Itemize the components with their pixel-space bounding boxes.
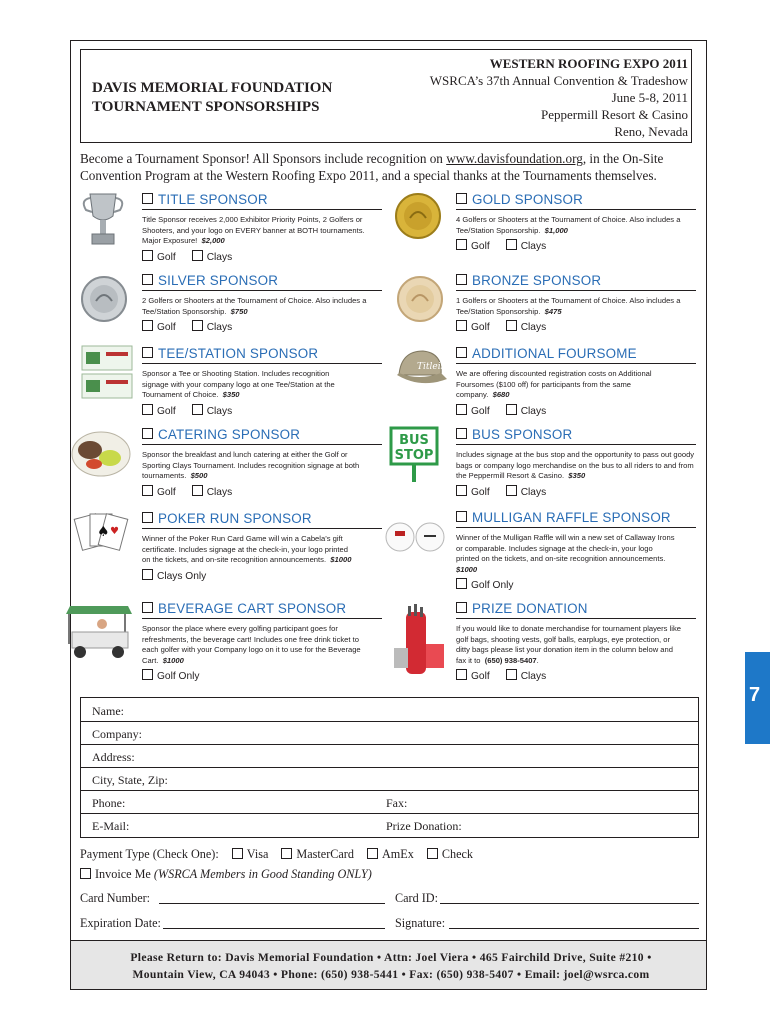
- event-subtitle: WSRCA’s 37th Annual Convention & Tradeshow: [429, 73, 688, 88]
- visa-label: Visa: [246, 847, 269, 861]
- description-text: Includes signage at the bus stop and the opportunity to pass out goody bags or company logo merchandise on the bus to all riders to and from the Peppermill Resort & Casino.: [456, 450, 695, 481]
- option-label: Golf: [471, 405, 490, 417]
- event-city: Reno, Nevada: [614, 124, 688, 139]
- checkbox[interactable]: [142, 512, 153, 523]
- address-label: Address:: [92, 750, 135, 764]
- sponsor-description: [456, 369, 666, 401]
- option-label: Clays: [206, 486, 233, 498]
- gold-sponsor-option[interactable]: [456, 192, 696, 210]
- amex-checkbox[interactable]: [367, 848, 378, 859]
- sponsor-description: [456, 450, 696, 482]
- name-label: Name:: [92, 704, 124, 718]
- beverage-cart-icon: [62, 604, 136, 662]
- prize-golf-bag-icon: [392, 604, 448, 682]
- foundation-link[interactable]: www.davisfoundation.org: [446, 151, 583, 166]
- sponsor-options: [456, 669, 696, 682]
- silver-sponsor-card: [142, 273, 382, 333]
- company-field[interactable]: [81, 721, 698, 745]
- checkbox[interactable]: [506, 669, 517, 680]
- checkbox[interactable]: [142, 428, 153, 439]
- svg-text:Titleist: Titleist: [417, 362, 449, 372]
- event-venue: Peppermill Resort & Casino: [541, 107, 688, 122]
- price: $500: [190, 471, 208, 481]
- option-label: Clays: [520, 671, 547, 683]
- sponsor-description: If you would like to donate merchandise for tournament players like golf bags, shooting vests, golf balls, earplugs, eye protection, or ditty bags please list your donation item in the column below and fax it to (650) 938-5407.: [456, 624, 681, 665]
- company-label: Company:: [92, 727, 142, 741]
- price: $2,000: [201, 236, 225, 246]
- description-text: Sponsor a Tee or Shooting Station. Includes recognition signage with your company logo at one Tee/Station at the Tournament of Choice.: [142, 369, 335, 400]
- sponsor-options: [456, 404, 696, 417]
- sponsor-description: [456, 215, 696, 236]
- clays-option[interactable]: [506, 322, 546, 333]
- poker-run-sponsor-option[interactable]: [142, 511, 382, 529]
- checkbox[interactable]: [506, 320, 517, 331]
- catering-sponsor-option[interactable]: [142, 427, 382, 445]
- golf-only-option[interactable]: [142, 671, 199, 682]
- option-label: Clays: [520, 405, 547, 417]
- checkbox[interactable]: [142, 193, 153, 204]
- price: $1000: [162, 655, 184, 665]
- description-text: Sponsor the breakfast and lunch catering at either the Golf or Sporting Clays Tournament. Includes recognition signage at both tournaments.: [142, 450, 360, 481]
- trophy-icon: [78, 190, 128, 250]
- sponsor-description: [142, 369, 352, 401]
- card-number-label: Card Number:: [80, 891, 151, 905]
- sponsor-title: BUS SPONSOR: [472, 427, 573, 442]
- checkbox[interactable]: [456, 511, 467, 522]
- sponsor-title: BRONZE SPONSOR: [472, 273, 602, 288]
- checkbox[interactable]: [506, 239, 517, 250]
- clays-option[interactable]: [192, 322, 232, 333]
- golf-balls-icon: [384, 520, 446, 554]
- checkbox[interactable]: [142, 320, 153, 331]
- invoice-row: [70, 867, 372, 882]
- sponsorship-title: [92, 79, 332, 117]
- beverage-cart-sponsor-option[interactable]: [142, 601, 382, 619]
- sponsor-description: [142, 296, 382, 317]
- card-number-line[interactable]: [159, 903, 385, 904]
- checkbox[interactable]: [456, 669, 467, 680]
- checkbox[interactable]: [142, 404, 153, 415]
- check-checkbox[interactable]: [427, 848, 438, 859]
- contact-form: [80, 697, 699, 838]
- option-label: Clays: [520, 241, 547, 253]
- clays-option[interactable]: [506, 406, 546, 417]
- description-text: Winner of the Mulligan Raffle will win a new set of Callaway Irons or comparable. Includes signage at the check-in, your logo printed on the tickets, and on-site recognition announcements.: [456, 533, 675, 564]
- clays-option[interactable]: [192, 406, 232, 417]
- checkbox[interactable]: [142, 250, 153, 261]
- description-text: 1 Golfers or Shooters at the Tournament of Choice. Also includes a Tee/Station Sponsorship.: [456, 296, 681, 316]
- sponsor-options: [142, 569, 382, 582]
- golf-option[interactable]: [142, 487, 176, 498]
- checkbox[interactable]: [192, 250, 203, 261]
- title-sponsor-card: [142, 192, 382, 263]
- sponsor-options: [456, 578, 696, 591]
- bronze-medal-icon: [396, 275, 444, 323]
- option-label: Clays: [520, 486, 547, 498]
- checkbox[interactable]: [456, 485, 467, 496]
- sponsor-options: [456, 239, 696, 252]
- checkbox[interactable]: [142, 485, 153, 496]
- sponsor-title: MULLIGAN RAFFLE SPONSOR: [472, 510, 671, 525]
- bronze-sponsor-option[interactable]: [456, 273, 696, 291]
- fax-label[interactable]: Fax:: [386, 796, 408, 810]
- svg-text:BUS: BUS: [399, 433, 429, 448]
- expiration-line[interactable]: [163, 928, 385, 929]
- sponsor-title: GOLD SPONSOR: [472, 192, 584, 207]
- price: $350: [568, 471, 586, 481]
- sponsor-description: [456, 296, 696, 317]
- phone-fax-row: [81, 790, 698, 814]
- description-text: Title Sponsor receives 2,000 Exhibitor Priority Points, 2 Golfers or Shooters, and your logo on EVERY banner at BOTH tournaments. Major Exposure!: [142, 215, 365, 246]
- email-prize-row: [81, 813, 698, 836]
- checkbox[interactable]: [192, 320, 203, 331]
- checkbox[interactable]: [192, 404, 203, 415]
- phone-label[interactable]: Phone:: [92, 796, 126, 810]
- option-label: Golf Only: [471, 580, 514, 592]
- checkbox[interactable]: [506, 404, 517, 415]
- intro-text: Become a Tournament Sponsor! All Sponsors include recognition on: [80, 151, 447, 166]
- option-label: Golf: [157, 251, 176, 263]
- clays-option[interactable]: [192, 487, 232, 498]
- sponsor-title: CATERING SPONSOR: [158, 427, 301, 442]
- sponsorship-heading: TOURNAMENT SPONSORSHIPS: [92, 99, 320, 115]
- golf-cap-icon: [393, 345, 449, 389]
- return-address-line-1: Please Return to: Davis Memorial Foundation • Attn: Joel Viera • 465 Fairchild Drive, Suite #210 •: [130, 951, 652, 964]
- catering-plate-icon: [70, 426, 132, 478]
- catering-sponsor-card: [142, 427, 382, 498]
- checkbox[interactable]: [456, 404, 467, 415]
- mastercard-label: MasterCard: [296, 847, 354, 861]
- foundation-name: DAVIS MEMORIAL FOUNDATION: [92, 80, 333, 96]
- prize-donation-card: [456, 601, 696, 682]
- prize-donation-label[interactable]: Prize Donation:: [386, 819, 462, 833]
- checkbox[interactable]: [506, 485, 517, 496]
- poker-run-sponsor-card: [142, 511, 382, 582]
- sponsor-options: [456, 485, 696, 498]
- sponsor-description: [142, 534, 352, 566]
- checkbox[interactable]: [456, 274, 467, 285]
- gold-medal-icon: [394, 192, 442, 240]
- description-text: Sponsor the place where every golfing participant goes for refreshments, the beverage cart! Includes one free drink ticket to each golfer with your Company logo on it to use for the Beverage Cart.: [142, 624, 361, 665]
- card-id-line[interactable]: [440, 903, 699, 904]
- sponsor-title: BEVERAGE CART SPONSOR: [158, 601, 347, 616]
- event-dates: June 5-8, 2011: [611, 90, 688, 105]
- checkbox[interactable]: [456, 320, 467, 331]
- sponsor-options: [142, 250, 382, 263]
- bus-sponsor-option[interactable]: [456, 427, 696, 445]
- option-label: Golf: [157, 486, 176, 498]
- checkbox[interactable]: [142, 274, 153, 285]
- sponsor-title: PRIZE DONATION: [472, 601, 588, 616]
- golf-option[interactable]: [456, 671, 490, 682]
- option-label: Golf: [471, 486, 490, 498]
- golf-only-option[interactable]: [456, 580, 513, 591]
- bronze-sponsor-card: [456, 273, 696, 333]
- sponsor-description: [142, 624, 374, 666]
- address-field[interactable]: [81, 744, 698, 768]
- option-label: Golf: [471, 241, 490, 253]
- checkbox[interactable]: [456, 193, 467, 204]
- sponsor-options: [142, 669, 382, 682]
- sponsor-description: [142, 215, 382, 247]
- option-label: Clays: [206, 322, 233, 334]
- silver-medal-icon: [80, 275, 128, 323]
- return-address-line-2: Mountain View, CA 94043 • Phone: (650) 938-5441 • Fax: (650) 938-5407 • Email: joel@wsrca.com: [132, 968, 650, 981]
- amex-label: AmEx: [382, 847, 414, 861]
- sponsor-options: [142, 320, 382, 333]
- playing-cards-icon: [72, 508, 132, 560]
- tee-sign-icon: [80, 344, 134, 402]
- beverage-cart-sponsor-card: [142, 601, 382, 682]
- golf-option[interactable]: [456, 406, 490, 417]
- option-label: Golf: [471, 671, 490, 683]
- tee-station-sponsor-card: [142, 346, 382, 417]
- mulligan-raffle-sponsor-card: [456, 510, 696, 591]
- checkbox[interactable]: [192, 485, 203, 496]
- additional-foursome-option[interactable]: [456, 346, 696, 364]
- option-label: Golf: [471, 322, 490, 334]
- description-text: We are offering discounted registration costs on Additional Foursomes ($100 off) for participants from the same company.: [456, 369, 652, 400]
- invoice-checkbox[interactable]: [80, 868, 91, 879]
- return-address-box: [70, 940, 707, 990]
- price: $475: [544, 306, 562, 316]
- payment-type-label: Payment Type (Check One):: [80, 847, 219, 861]
- option-label: Clays: [206, 405, 233, 417]
- title-sponsor-option[interactable]: [142, 192, 382, 210]
- checkbox[interactable]: [456, 578, 467, 589]
- option-label: Golf Only: [157, 671, 200, 683]
- clays-option[interactable]: [506, 487, 546, 498]
- event-info: [430, 55, 688, 140]
- prize-donation-option[interactable]: [456, 601, 696, 619]
- intro-paragraph: [80, 150, 700, 184]
- clays-option[interactable]: [192, 252, 232, 263]
- sponsor-options: [456, 320, 696, 333]
- description-text: If you would like to donate merchandise for tournament players like golf bags, shooting vests, golf balls, earplugs, eye protection, or ditty bags please list your donation item in the column below and fax it to: [456, 624, 681, 665]
- event-title: WESTERN ROOFING EXPO 2011: [489, 56, 688, 71]
- checkbox[interactable]: [142, 602, 153, 613]
- check-label: Check: [441, 847, 474, 861]
- golf-option[interactable]: [456, 487, 490, 498]
- email-label[interactable]: E-Mail:: [92, 819, 130, 833]
- checkbox[interactable]: [142, 669, 153, 680]
- tee-station-sponsor-option[interactable]: [142, 346, 382, 364]
- price: $1000: [330, 555, 352, 565]
- intro-text-end: , in the On-Site Convention Program at the Western Roofing Expo 2011, and a special thanks at the Tournaments themselves.: [80, 151, 664, 183]
- city-label: City, State, Zip:: [92, 773, 168, 787]
- city-state-zip-field[interactable]: [81, 767, 698, 791]
- checkbox[interactable]: [456, 428, 467, 439]
- expiration-date-label: Expiration Date:: [80, 916, 161, 930]
- mastercard-checkbox[interactable]: [281, 848, 292, 859]
- svg-text:♠: ♠: [97, 524, 110, 540]
- sponsor-title: TEE/STATION SPONSOR: [158, 346, 319, 361]
- silver-sponsor-option[interactable]: [142, 273, 382, 291]
- option-label: Clays: [520, 322, 547, 334]
- invoice-label: Invoice Me: [95, 867, 151, 881]
- golf-option[interactable]: [456, 241, 490, 252]
- svg-text:STOP: STOP: [394, 448, 434, 463]
- visa-checkbox[interactable]: [232, 848, 243, 859]
- checkbox[interactable]: [456, 239, 467, 250]
- option-label: Clays Only: [157, 570, 207, 582]
- golf-option[interactable]: [142, 322, 176, 333]
- bus-stop-sign-icon: [385, 422, 441, 484]
- sponsor-description: [142, 450, 362, 482]
- sponsor-title: TITLE SPONSOR: [158, 192, 268, 207]
- golf-option[interactable]: [456, 322, 490, 333]
- option-label: Golf: [157, 405, 176, 417]
- name-field[interactable]: [81, 698, 698, 722]
- description-text: Winner of the Poker Run Card Game will win a Cabela’s gift certificate. Includes signage at the check-in, your logo printed on the tickets, and on-site recognition announcements.: [142, 534, 348, 565]
- description-text: 2 Golfers or Shooters at the Tournament of Choice. Also includes a Tee/Station Sponsorship.: [142, 296, 367, 316]
- checkbox[interactable]: [142, 569, 153, 580]
- clays-only-option[interactable]: [142, 571, 206, 582]
- description-text: 4 Golfers or Shooters at the Tournament of Choice. Also includes a Tee/Station Sponsorship.: [456, 215, 681, 235]
- checkbox[interactable]: [456, 347, 467, 358]
- page-number-tab: [745, 652, 770, 744]
- clays-option[interactable]: [506, 671, 546, 682]
- golf-option[interactable]: [142, 252, 176, 263]
- golf-option[interactable]: [142, 406, 176, 417]
- sponsor-description: [456, 533, 678, 575]
- signature-line[interactable]: [449, 928, 699, 929]
- mulligan-raffle-sponsor-option[interactable]: [456, 510, 696, 528]
- checkbox[interactable]: [456, 602, 467, 613]
- bus-sponsor-card: [456, 427, 696, 498]
- page-number: 7: [749, 684, 761, 706]
- sponsor-title: SILVER SPONSOR: [158, 273, 279, 288]
- price: $1000: [456, 564, 478, 574]
- sponsor-options: [142, 404, 382, 417]
- card-id-label: Card ID:: [395, 891, 438, 905]
- price: $680: [492, 390, 510, 400]
- invoice-note: (WSRCA Members in Good Standing ONLY): [153, 867, 372, 881]
- price: $750: [230, 306, 248, 316]
- sponsor-options: [142, 485, 382, 498]
- signature-label: Signature:: [395, 916, 446, 930]
- additional-foursome-card: [456, 346, 696, 417]
- payment-type-row: [80, 847, 473, 862]
- sponsor-title: POKER RUN SPONSOR: [158, 511, 312, 526]
- fax-number: (650) 938-5407: [484, 655, 537, 665]
- clays-option[interactable]: [506, 241, 546, 252]
- gold-sponsor-card: [456, 192, 696, 252]
- sponsor-title: ADDITIONAL FOURSOME: [472, 346, 637, 361]
- option-label: Clays: [206, 251, 233, 263]
- svg-text:♥: ♥: [110, 526, 119, 537]
- option-label: Golf: [157, 322, 176, 334]
- checkbox[interactable]: [142, 347, 153, 358]
- price: $350: [222, 390, 240, 400]
- price: $1,000: [544, 225, 568, 235]
